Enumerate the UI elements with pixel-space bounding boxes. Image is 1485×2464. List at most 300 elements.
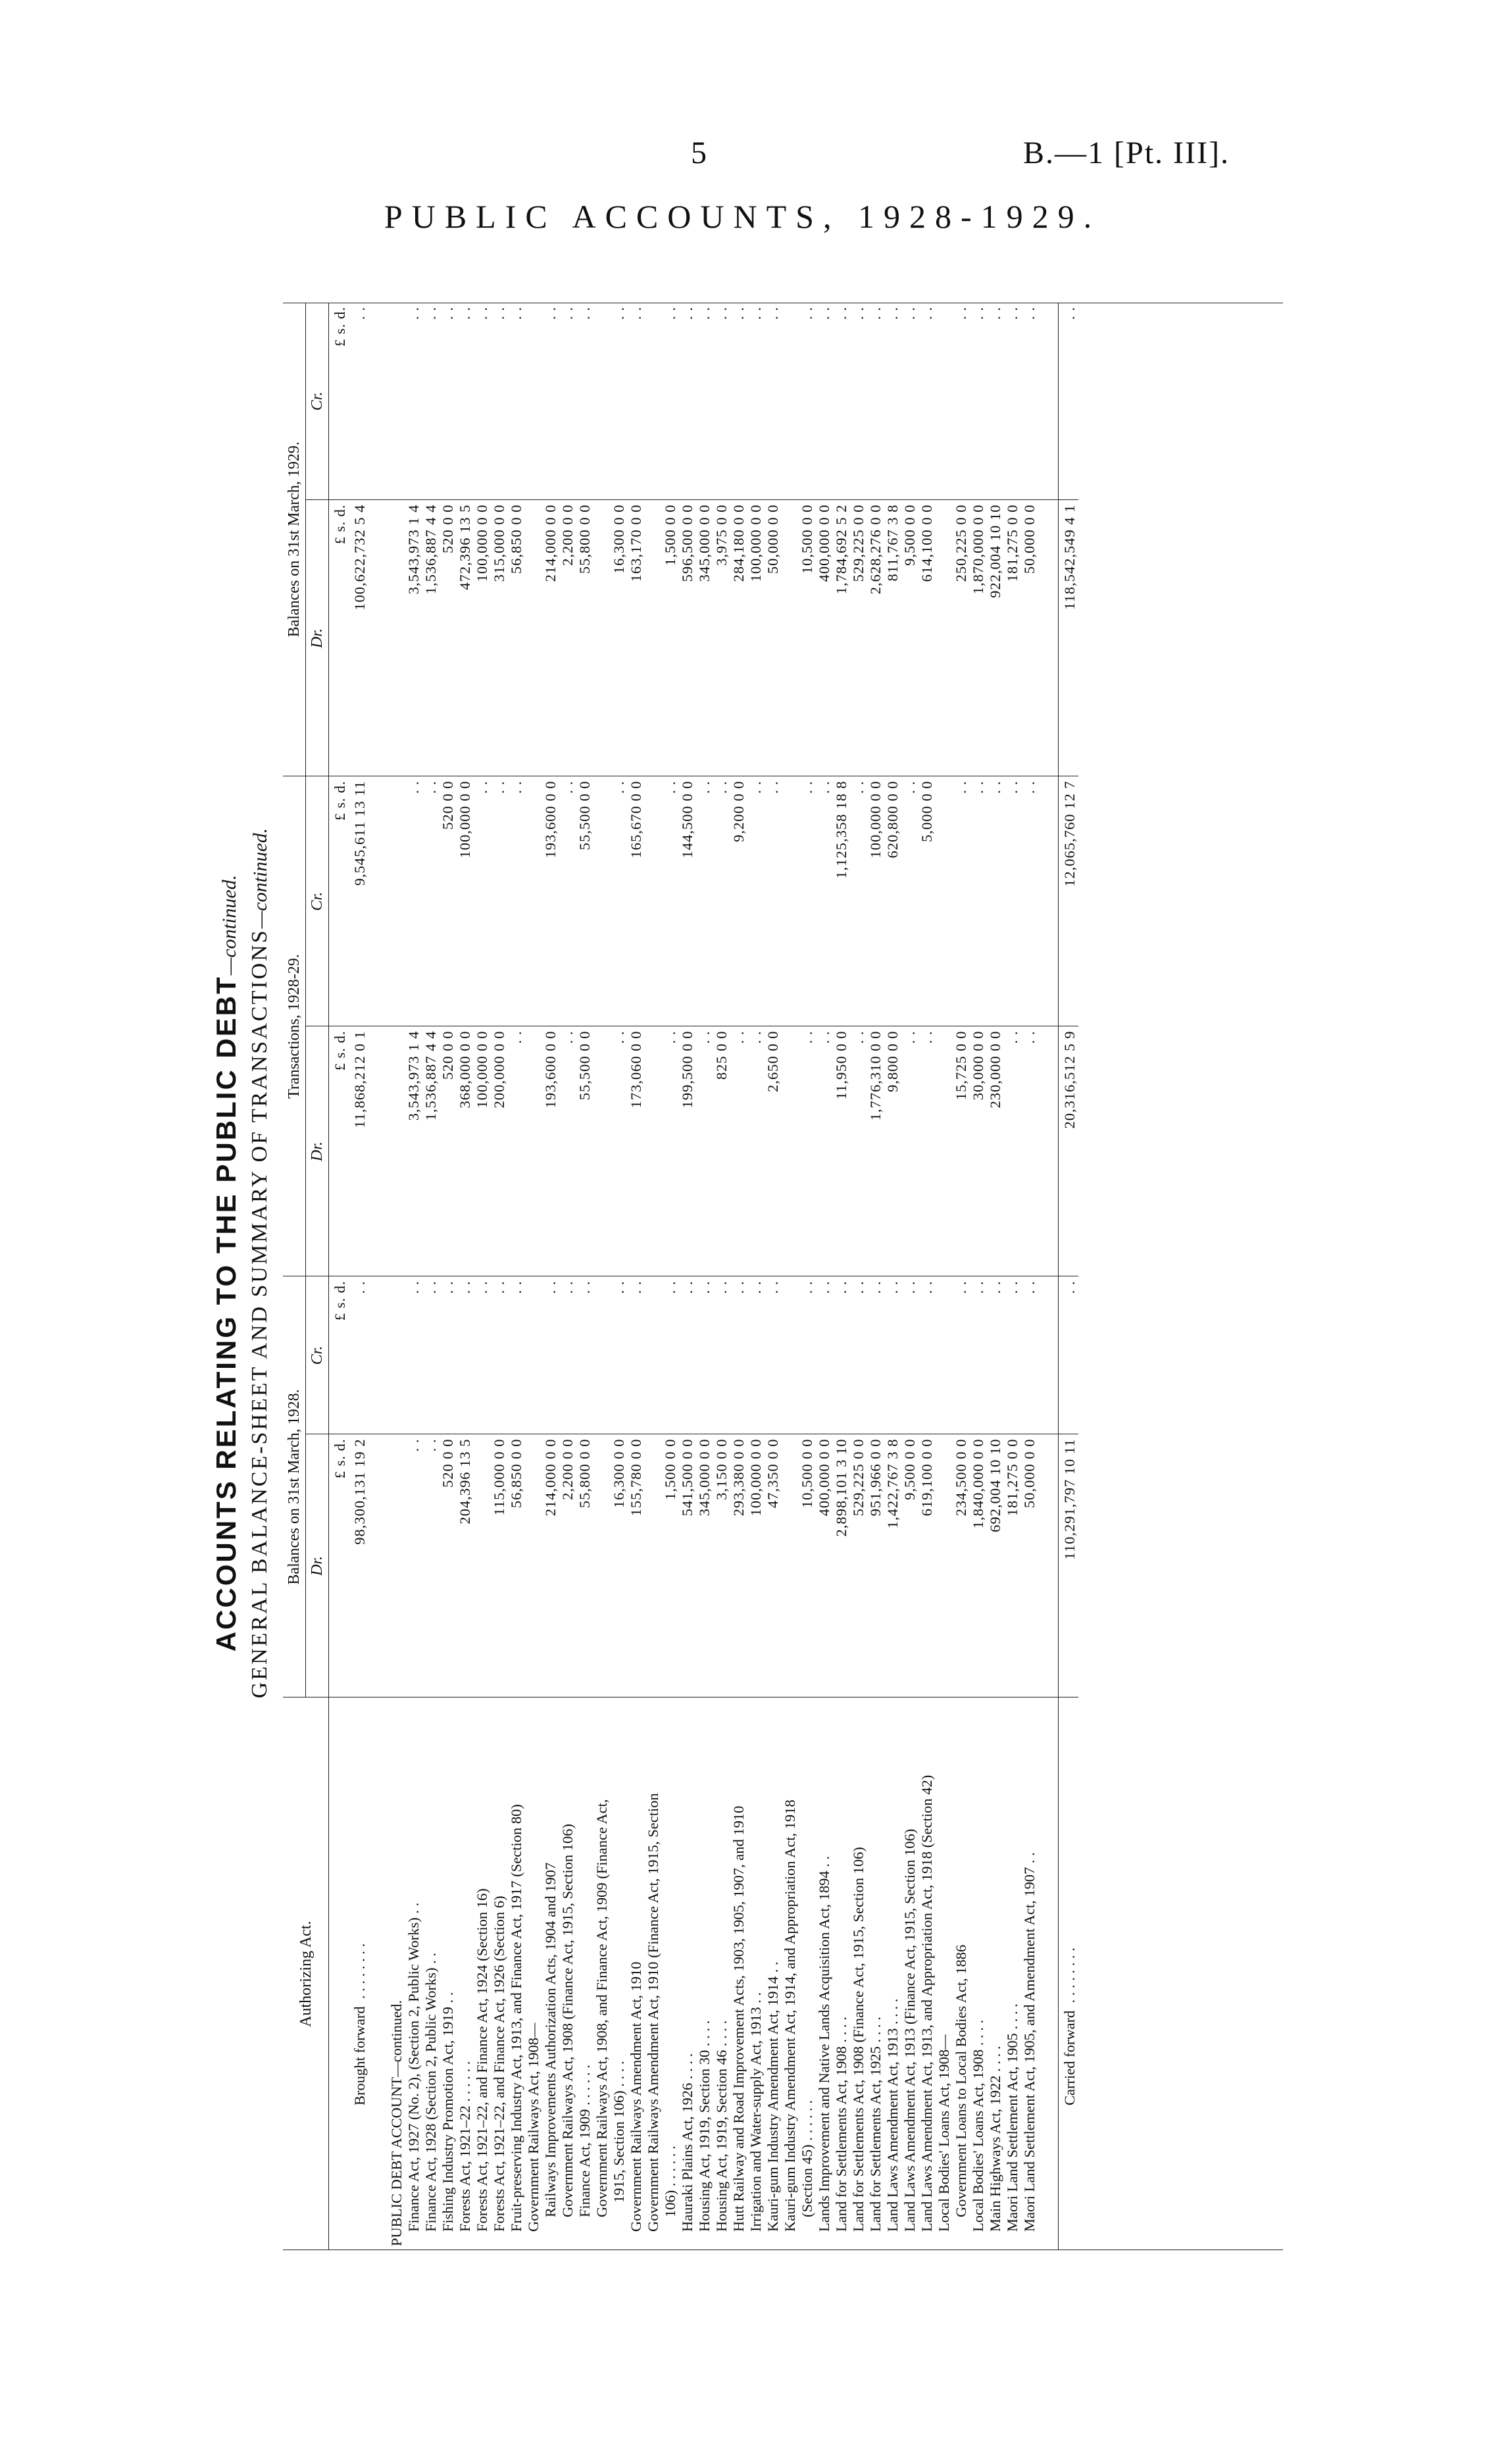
authorizing-act: Local Bodies' Loans Act, 1908— — [936, 2034, 952, 2232]
cell-t-dr: . . — [508, 1026, 525, 1276]
cell-b29-cr: . . — [799, 303, 816, 500]
table-row — [987, 303, 1004, 2250]
units-label: £ s. d. — [329, 1026, 352, 1276]
cell-b28-dr — [782, 1434, 799, 1697]
cell-b28-dr: 110,291,797 10 11 — [1059, 1434, 1079, 1697]
cell-t-cr: 1,125,358 18 8 — [833, 776, 850, 1026]
cell-t-cr: . . — [405, 776, 422, 1026]
cell-t-dr: 3,543,973 1 4 — [405, 1026, 422, 1276]
cell-b28-dr: 16,300 0 0 — [611, 1434, 628, 1697]
cell-t-dr: . . — [799, 1026, 816, 1276]
cell-b28-dr: . . — [422, 1434, 440, 1697]
cell-b28-cr: . . — [901, 1276, 919, 1434]
authorizing-act: Finance Act, 1928 (Section 2, Public Works) . . — [422, 1953, 439, 2232]
cell-b29-cr: . . — [628, 303, 645, 500]
authorizing-act: Land for Settlements Act, 1908 . . . . — [833, 2017, 849, 2232]
table-row — [713, 303, 730, 2250]
cell-b28-cr: . . — [542, 1276, 559, 1434]
cell-b28-cr: . . — [850, 1276, 867, 1434]
authorizing-act: Local Bodies' Loans Act, 1908 . . . . — [970, 2019, 986, 2232]
cell-t-cr: . . — [713, 776, 730, 1026]
cell-t-dr: . . — [1004, 1026, 1021, 1276]
cell-t-cr: 620,800 0 0 — [884, 776, 901, 1026]
table-row — [696, 303, 713, 2250]
units-label: £ s. d. — [329, 1276, 352, 1434]
cell-b29-dr — [645, 500, 662, 776]
cell-b29-cr — [936, 303, 953, 500]
cell-b28-cr: . . — [457, 1276, 474, 1434]
cell-b29-dr: 1,500 0 0 — [662, 500, 679, 776]
cell-b29-dr: 922,004 10 10 — [987, 500, 1004, 776]
cell-t-dr: . . — [696, 1026, 713, 1276]
cell-b28-cr — [936, 1276, 953, 1434]
column-header-balances-1929: Balances on 31st March, 1929. — [283, 303, 306, 776]
cell-b29-cr: . . — [662, 303, 679, 500]
cell-t-dr: 11,950 0 0 — [833, 1026, 850, 1276]
cell-t-dr — [593, 1026, 611, 1276]
table-row — [867, 303, 884, 2250]
cell-b29-cr: . . — [611, 303, 628, 500]
cell-b28-cr: . . — [867, 1276, 884, 1434]
cell-t-cr: 100,000 0 0 — [867, 776, 884, 1026]
section-title-suffix: —continued. — [218, 874, 240, 976]
cell-b28-dr: 541,500 0 0 — [679, 1434, 696, 1697]
cell-b28-cr: . . — [405, 1276, 422, 1434]
cell-b29-cr: . . — [508, 303, 525, 500]
authorizing-act: Government Loans to Local Bodies Act, 1886 — [953, 1944, 969, 2217]
table-row — [611, 303, 628, 2250]
column-header-balances-1928: Balances on 31st March, 1928. — [283, 1276, 306, 1697]
table-row — [388, 303, 405, 2250]
cell-b29-cr: . . — [833, 303, 850, 500]
cell-b29-dr: 50,000 0 0 — [765, 500, 782, 776]
cell-t-dr: . . — [850, 1026, 867, 1276]
cell-b29-cr: . . — [816, 303, 833, 500]
table-row — [457, 303, 474, 2250]
cell-b29-cr: . . — [747, 303, 765, 500]
table-row — [936, 303, 953, 2250]
cell-b28-dr: 520 0 0 — [440, 1434, 457, 1697]
authorizing-act: Maori Land Settlement Act, 1905 . . . . — [1004, 2003, 1020, 2232]
cell-b28-dr — [645, 1434, 662, 1697]
cell-b28-dr: 47,350 0 0 — [765, 1434, 782, 1697]
cell-b28-dr: 204,396 13 5 — [457, 1434, 474, 1697]
cell-t-dr: . . — [919, 1026, 936, 1276]
cell-b28-cr: . . — [662, 1276, 679, 1434]
cell-b29-dr: 214,000 0 0 — [542, 500, 559, 776]
cell-t-dr: 173,060 0 0 — [628, 1026, 645, 1276]
authorizing-act: Hutt Railway and Road Improvement Acts, 1903, 1905, 1907, and 1910 — [730, 1805, 747, 2232]
cell-t-dr: 1,536,887 4 4 — [422, 1026, 440, 1276]
units-row — [329, 303, 352, 2250]
cell-t-cr: . . — [953, 776, 970, 1026]
table-row — [782, 303, 799, 2250]
cell-b28-dr — [388, 1434, 405, 1697]
cell-b28-dr — [593, 1434, 611, 1697]
cell-t-dr: . . — [747, 1026, 765, 1276]
cell-t-cr: 12,065,760 12 7 — [1059, 776, 1079, 1026]
cell-t-cr: . . — [765, 776, 782, 1026]
cell-b28-dr: 3,150 0 0 — [713, 1434, 730, 1697]
cell-t-dr: 230,000 0 0 — [987, 1026, 1004, 1276]
cell-b28-cr: . . — [559, 1276, 576, 1434]
page-title: PUBLIC ACCOUNTS, 1928-1929. — [384, 198, 1101, 235]
cell-b28-cr — [388, 1276, 405, 1434]
brought-forward-row — [351, 303, 368, 2250]
cell-b28-cr: . . — [953, 1276, 970, 1434]
cell-t-cr: . . — [799, 776, 816, 1026]
cell-b28-dr: 214,000 0 0 — [542, 1434, 559, 1697]
cell-b28-dr: 2,200 0 0 — [559, 1434, 576, 1697]
cell-b29-dr: 250,225 0 0 — [953, 500, 970, 776]
authorizing-act: Land for Settlements Act, 1908 (Finance Act, 1915, Section 106) — [850, 1847, 867, 2232]
cell-b29-cr: . . — [351, 303, 368, 500]
column-header-cr: Cr. — [306, 1276, 329, 1434]
cell-b28-cr: . . — [508, 1276, 525, 1434]
table-row — [970, 303, 987, 2250]
cell-b29-cr: . . — [559, 303, 576, 500]
cell-t-cr: 520 0 0 — [440, 776, 457, 1026]
authorizing-act: Land Laws Amendment Act, 1913 (Finance Act, 1915, Section 106) — [901, 1828, 918, 2232]
cell-t-cr: . . — [850, 776, 867, 1026]
cell-b29-cr: . . — [765, 303, 782, 500]
cell-t-dr: 193,600 0 0 — [542, 1026, 559, 1276]
authorizing-act: Housing Act, 1919, Section 30 . . . . — [696, 2020, 713, 2232]
table-row — [662, 303, 679, 2250]
cell-b28-dr: 155,780 0 0 — [628, 1434, 645, 1697]
cell-b28-dr: 619,100 0 0 — [919, 1434, 936, 1697]
cell-b29-dr: 1,784,692 5 2 — [833, 500, 850, 776]
table-row — [679, 303, 696, 2250]
cell-b28-dr: . . — [405, 1434, 422, 1697]
table-row — [747, 303, 765, 2250]
cell-t-cr: . . — [1021, 776, 1038, 1026]
cell-t-dr: 1,776,310 0 0 — [867, 1026, 884, 1276]
cell-b29-dr — [525, 500, 542, 776]
brought-forward-label: Brought forward . . . . . . . . — [351, 1943, 368, 2105]
table-row — [628, 303, 645, 2250]
section-title — [211, 276, 242, 2250]
cell-b28-cr: . . — [576, 1276, 593, 1434]
cell-b29-cr — [645, 303, 662, 500]
cell-b29-cr: . . — [405, 303, 422, 500]
table-row — [508, 303, 525, 2250]
table-row — [576, 303, 593, 2250]
cell-t-dr: 2,650 0 0 — [765, 1026, 782, 1276]
cell-t-cr: . . — [662, 776, 679, 1026]
cell-b29-cr: . . — [713, 303, 730, 500]
table-row — [730, 303, 747, 2250]
cell-t-dr: 55,500 0 0 — [576, 1026, 593, 1276]
table-row — [833, 303, 850, 2250]
cell-t-dr: . . — [1021, 1026, 1038, 1276]
cell-b28-cr: . . — [491, 1276, 508, 1434]
column-header-dr: Dr. — [306, 500, 329, 776]
cell-b29-cr: . . — [970, 303, 987, 500]
cell-b29-dr: 315,000 0 0 — [491, 500, 508, 776]
cell-b29-cr: . . — [440, 303, 457, 500]
authorizing-act: Land for Settlements Act, 1925 . . . . — [867, 2017, 884, 2232]
cell-t-cr — [936, 776, 953, 1026]
cell-t-cr: . . — [508, 776, 525, 1026]
cell-b29-dr: 2,200 0 0 — [559, 500, 576, 776]
authorizing-act: (Section 45) . . . . . . — [799, 2099, 815, 2217]
authorizing-act: Government Railways Amendment Act, 1910 (Finance Act, 1915, Section — [645, 1793, 661, 2232]
column-header-cr: Cr. — [306, 776, 329, 1026]
cell-b28-dr — [936, 1434, 953, 1697]
cell-t-dr: 30,000 0 0 — [970, 1026, 987, 1276]
cell-b29-cr: . . — [901, 303, 919, 500]
table-row — [1021, 303, 1038, 2250]
cell-t-dr — [936, 1026, 953, 1276]
table-row — [816, 303, 833, 2250]
cell-b28-cr: . . — [713, 1276, 730, 1434]
authorizing-act: Land Laws Amendment Act, 1913, and Appropriation Act, 1918 (Section 42) — [919, 1774, 935, 2232]
cell-b29-dr: 56,850 0 0 — [508, 500, 525, 776]
cell-b29-dr: 181,275 0 0 — [1004, 500, 1021, 776]
cell-b29-dr: 284,180 0 0 — [730, 500, 747, 776]
cell-b29-dr: 400,000 0 0 — [816, 500, 833, 776]
column-header-transactions: Transactions, 1928-29. — [283, 776, 306, 1276]
cell-b29-cr: . . — [1059, 303, 1079, 500]
table-row — [525, 303, 542, 2250]
cell-b28-cr: . . — [970, 1276, 987, 1434]
cell-t-dr: 199,500 0 0 — [679, 1026, 696, 1276]
cell-b28-dr: 1,422,767 3 8 — [884, 1434, 901, 1697]
cell-t-cr: . . — [816, 776, 833, 1026]
cell-t-cr: 193,600 0 0 — [542, 776, 559, 1026]
cell-b28-cr: . . — [833, 1276, 850, 1434]
table-row — [491, 303, 508, 2250]
page-number: 5 — [691, 136, 707, 170]
cell-t-dr: . . — [662, 1026, 679, 1276]
cell-t-cr: . . — [422, 776, 440, 1026]
authorizing-act: Finance Act, 1927 (No. 2), (Section 2, Public Works) . . — [405, 1902, 422, 2232]
cell-t-cr: . . — [1004, 776, 1021, 1026]
cell-t-dr: 100,000 0 0 — [474, 1026, 491, 1276]
column-header-act: Authorizing Act. — [283, 1697, 329, 2250]
section-subtitle-suffix: —continued. — [249, 828, 271, 929]
authorizing-act: PUBLIC DEBT ACCOUNT—continued. — [388, 2000, 405, 2246]
cell-b29-dr: 1,870,000 0 0 — [970, 500, 987, 776]
cell-b28-cr — [593, 1276, 611, 1434]
cell-b28-cr: . . — [422, 1276, 440, 1434]
table-row — [799, 303, 816, 2250]
cell-b28-dr — [525, 1434, 542, 1697]
cell-b28-dr: 2,898,101 3 10 — [833, 1434, 850, 1697]
cell-b29-dr: 163,170 0 0 — [628, 500, 645, 776]
cell-t-cr: . . — [491, 776, 508, 1026]
cell-b29-dr: 472,396 13 5 — [457, 500, 474, 776]
cell-t-cr — [388, 776, 405, 1026]
cell-t-cr: . . — [474, 776, 491, 1026]
cell-b28-dr: 181,275 0 0 — [1004, 1434, 1021, 1697]
cell-b28-cr: . . — [628, 1276, 645, 1434]
cell-b29-dr — [593, 500, 611, 776]
cell-b29-dr: 50,000 0 0 — [1021, 500, 1038, 776]
cell-b28-dr — [474, 1434, 491, 1697]
cell-b29-dr: 345,000 0 0 — [696, 500, 713, 776]
cell-b29-dr: 100,000 0 0 — [474, 500, 491, 776]
cell-b28-dr: 293,380 0 0 — [730, 1434, 747, 1697]
cell-b28-dr: 98,300,131 19 2 — [351, 1434, 368, 1697]
cell-b28-cr: . . — [1021, 1276, 1038, 1434]
units-label: £ s. d. — [329, 303, 352, 500]
cell-b29-cr: . . — [987, 303, 1004, 500]
cell-t-cr — [782, 776, 799, 1026]
cell-b28-cr: . . — [1059, 1276, 1079, 1434]
cell-b28-cr: . . — [679, 1276, 696, 1434]
units-label: £ s. d. — [329, 776, 352, 1026]
cell-b28-dr: 10,500 0 0 — [799, 1434, 816, 1697]
cell-b29-dr: 9,500 0 0 — [901, 500, 919, 776]
cell-b29-cr: . . — [953, 303, 970, 500]
authorizing-act: Railways Improvements Authorization Acts, 1904 and 1907 — [542, 1862, 559, 2217]
cell-b28-dr: 692,004 10 10 — [987, 1434, 1004, 1697]
cell-b29-cr: . . — [679, 303, 696, 500]
cell-b29-dr — [936, 500, 953, 776]
column-header-dr: Dr. — [306, 1026, 329, 1276]
table-row — [593, 303, 611, 2250]
cell-t-dr: . . — [559, 1026, 576, 1276]
cell-b29-dr: 10,500 0 0 — [799, 500, 816, 776]
cell-b29-dr: 100,000 0 0 — [747, 500, 765, 776]
table-row — [765, 303, 782, 2250]
cell-b29-dr: 3,543,973 1 4 — [405, 500, 422, 776]
table-row — [440, 303, 457, 2250]
cell-t-dr: . . — [816, 1026, 833, 1276]
cell-b28-cr: . . — [884, 1276, 901, 1434]
cell-b29-dr: 811,767 3 8 — [884, 500, 901, 776]
cell-b28-dr: 100,000 0 0 — [747, 1434, 765, 1697]
cell-b28-cr: . . — [440, 1276, 457, 1434]
cell-b28-cr — [525, 1276, 542, 1434]
cell-b28-dr: 56,850 0 0 — [508, 1434, 525, 1697]
cell-t-cr: . . — [747, 776, 765, 1026]
authorizing-act: 1915, Section 106) . . . . — [611, 2061, 627, 2203]
authorizing-act: Main Highways Act, 1922 . . . . — [987, 2046, 1003, 2232]
cell-b29-dr: 2,628,276 0 0 — [867, 500, 884, 776]
carried-forward-row — [1059, 303, 1079, 2250]
cell-b28-cr: . . — [611, 1276, 628, 1434]
cell-b28-cr — [645, 1276, 662, 1434]
units-label: £ s. d. — [329, 1434, 352, 1697]
cell-t-dr: . . — [611, 1026, 628, 1276]
cell-b28-cr: . . — [987, 1276, 1004, 1434]
cell-t-dr — [525, 1026, 542, 1276]
cell-t-cr — [525, 776, 542, 1026]
cell-t-cr: 55,500 0 0 — [576, 776, 593, 1026]
table-row — [901, 303, 919, 2250]
cell-t-dr: 15,725 0 0 — [953, 1026, 970, 1276]
authorizing-act: Maori Land Settlement Act, 1905, and Amendment Act, 1907 . . — [1021, 1852, 1038, 2232]
cell-b29-cr: . . — [474, 303, 491, 500]
cell-b28-cr — [782, 1276, 799, 1434]
rotated-ledger-panel — [211, 276, 1303, 2250]
cell-b29-cr: . . — [850, 303, 867, 500]
cell-t-dr: 9,800 0 0 — [884, 1026, 901, 1276]
cell-t-dr: . . — [901, 1026, 919, 1276]
cell-t-dr: 200,000 0 0 — [491, 1026, 508, 1276]
cell-b28-dr: 345,000 0 0 — [696, 1434, 713, 1697]
table-row — [542, 303, 559, 2250]
cell-b29-cr: . . — [422, 303, 440, 500]
cell-b28-dr: 1,500 0 0 — [662, 1434, 679, 1697]
authorizing-act: Irrigation and Water-supply Act, 1913 . . — [747, 1992, 764, 2232]
column-header-cr: Cr. — [306, 303, 329, 500]
cell-b29-cr: . . — [576, 303, 593, 500]
table-row — [405, 303, 422, 2250]
cell-t-cr: 9,200 0 0 — [730, 776, 747, 1026]
table-row — [474, 303, 491, 2250]
cell-t-cr: 144,500 0 0 — [679, 776, 696, 1026]
cell-b28-dr: 529,225 0 0 — [850, 1434, 867, 1697]
cell-t-dr — [782, 1026, 799, 1276]
cell-b28-cr: . . — [730, 1276, 747, 1434]
cell-b28-cr: . . — [1004, 1276, 1021, 1434]
carried-forward-label: Carried forward . . . . . . . . — [1059, 1697, 1079, 2250]
authorizing-act: Finance Act, 1909 . . . . . . — [576, 2065, 593, 2217]
cell-t-dr — [645, 1026, 662, 1276]
cell-b28-cr: . . — [919, 1276, 936, 1434]
cell-b28-dr: 55,800 0 0 — [576, 1434, 593, 1697]
authorizing-act: Government Railways Amendment Act, 1910 — [628, 1961, 644, 2232]
cell-b29-cr: . . — [884, 303, 901, 500]
cell-b29-dr: 520 0 0 — [440, 500, 457, 776]
cell-b29-cr: . . — [1004, 303, 1021, 500]
cell-b29-dr: 55,800 0 0 — [576, 500, 593, 776]
cell-b29-dr: 3,975 0 0 — [713, 500, 730, 776]
cell-b29-cr: . . — [542, 303, 559, 500]
authorizing-act: Forests Act, 1921–22, and Finance Act, 1926 (Section 6) — [491, 1896, 507, 2232]
cell-b28-cr: . . — [816, 1276, 833, 1434]
authorizing-act: Government Railways Act, 1908, and Finance Act, 1909 (Finance Act, — [593, 1799, 610, 2217]
cell-b29-cr: . . — [491, 303, 508, 500]
authorizing-act: Lands Improvement and Native Lands Acquisition Act, 1894 . . — [816, 1855, 832, 2232]
cell-t-cr: . . — [970, 776, 987, 1026]
cell-b29-cr — [525, 303, 542, 500]
authorizing-act: Government Railways Act, 1908 (Finance Act, 1915, Section 106) — [559, 1823, 576, 2217]
table-row — [850, 303, 867, 2250]
authorizing-act: Housing Act, 1919, Section 46 . . . . — [713, 2020, 730, 2232]
page-reference: B.—1 [Pt. III]. — [1023, 136, 1230, 170]
cell-b28-dr: 400,000 0 0 — [816, 1434, 833, 1697]
authorizing-act: Government Railways Act, 1908— — [525, 2023, 541, 2232]
cell-b28-cr: . . — [351, 1276, 368, 1434]
cell-t-cr: 100,000 0 0 — [457, 776, 474, 1026]
authorizing-act: Kauri-gum Industry Amendment Act, 1914 . . — [765, 1961, 781, 2232]
units-label: £ s. d. — [329, 500, 352, 776]
authorizing-act: 106) . . . . . . — [662, 2146, 678, 2217]
cell-b29-cr: . . — [867, 303, 884, 500]
cell-b28-dr: 115,000 0 0 — [491, 1434, 508, 1697]
table-row — [919, 303, 936, 2250]
cell-t-cr — [593, 776, 611, 1026]
section-subtitle — [247, 276, 272, 2250]
cell-t-dr: 520 0 0 — [440, 1026, 457, 1276]
cell-t-dr — [388, 1026, 405, 1276]
table-row — [645, 303, 662, 2250]
cell-t-cr: 165,670 0 0 — [628, 776, 645, 1026]
authorizing-act: Forests Act, 1921–22, and Finance Act, 1924 (Section 16) — [474, 1888, 490, 2232]
table-row — [559, 303, 576, 2250]
section-title-main: ACCOUNTS RELATING TO THE PUBLIC DEBT — [211, 975, 241, 1652]
table-row — [1004, 303, 1021, 2250]
cell-b29-cr — [388, 303, 405, 500]
cell-t-dr: . . — [730, 1026, 747, 1276]
authorizing-act: Land Laws Amendment Act, 1913 . . . . — [884, 1998, 901, 2232]
authorizing-act: Fishing Industry Promotion Act, 1919 . . — [440, 1992, 456, 2232]
